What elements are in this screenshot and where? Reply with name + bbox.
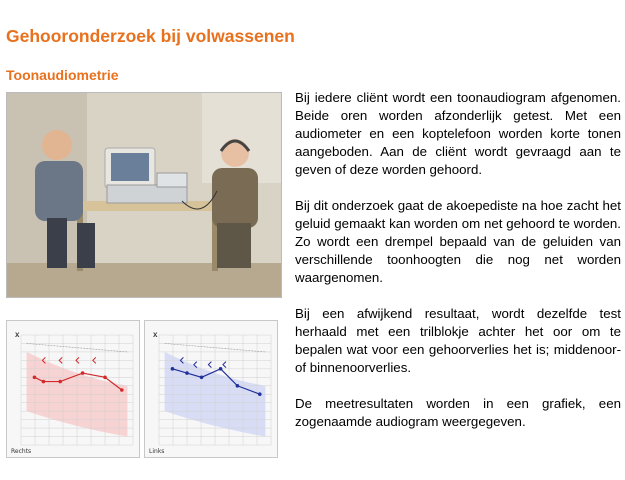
- right-air-point: [120, 388, 124, 392]
- body-text: [295, 89, 621, 449]
- section-subtitle: Toonaudiometrie: [6, 67, 119, 83]
- left-air-point: [171, 367, 175, 371]
- right-air-point: [81, 371, 85, 375]
- left-air-point: [219, 367, 223, 371]
- right-air-point: [42, 380, 46, 384]
- ear-marker-right: x: [15, 330, 20, 339]
- audiogram-left-ear: [144, 320, 278, 458]
- audiogram-right-plot: [7, 321, 141, 459]
- paragraph-1: Bij iedere cliënt wordt een toonaudiogram afgenomen. Beide oren worden afzonderlijk getest. Met een audiometer en een koptelefoon worden korte tonen aangeboden. Aan de cliënt wordt gevraagd aan te geven of deze worden gehoord.: [295, 90, 621, 177]
- left-air-point: [258, 392, 262, 396]
- audiogram-left-label: Links: [149, 448, 165, 455]
- left-air-point: [200, 376, 204, 380]
- left-air-point: [185, 371, 189, 375]
- right-air-point: [58, 380, 62, 384]
- left-air-point: [236, 384, 240, 388]
- audiogram-right-label: Rechts: [11, 448, 32, 455]
- ear-marker-left: x: [153, 330, 158, 339]
- right-air-point: [33, 376, 37, 380]
- paragraph-2: Bij dit onderzoek gaat de akoepediste na hoe zacht het geluid gemaakt kan worden om net gehoord te worden. Zo wordt een drempel bepaald van de geluiden van verschillende toonhoogten die nog net worden waargenomen.: [295, 198, 621, 285]
- audiogram-left-plot: [145, 321, 279, 459]
- right-air-point: [103, 376, 107, 380]
- paragraph-3: Bij een afwijkend resultaat, wordt dezelfde test herhaald met een trilblokje achter het oor om te bepalen wat voor een gehoorverlies het is; middenoor- of binnenoorverlies.: [295, 306, 621, 375]
- left-bone-point: [223, 362, 226, 368]
- page-title: Gehooronderzoek bij volwassenen: [6, 26, 295, 46]
- paragraph-4: De meetresultaten worden in een grafiek, een zogenaamde audiogram weergegeven.: [295, 396, 621, 429]
- audiometry-photo: [6, 92, 282, 298]
- left-bone-point: [208, 362, 211, 368]
- audiogram-right-ear: [6, 320, 140, 458]
